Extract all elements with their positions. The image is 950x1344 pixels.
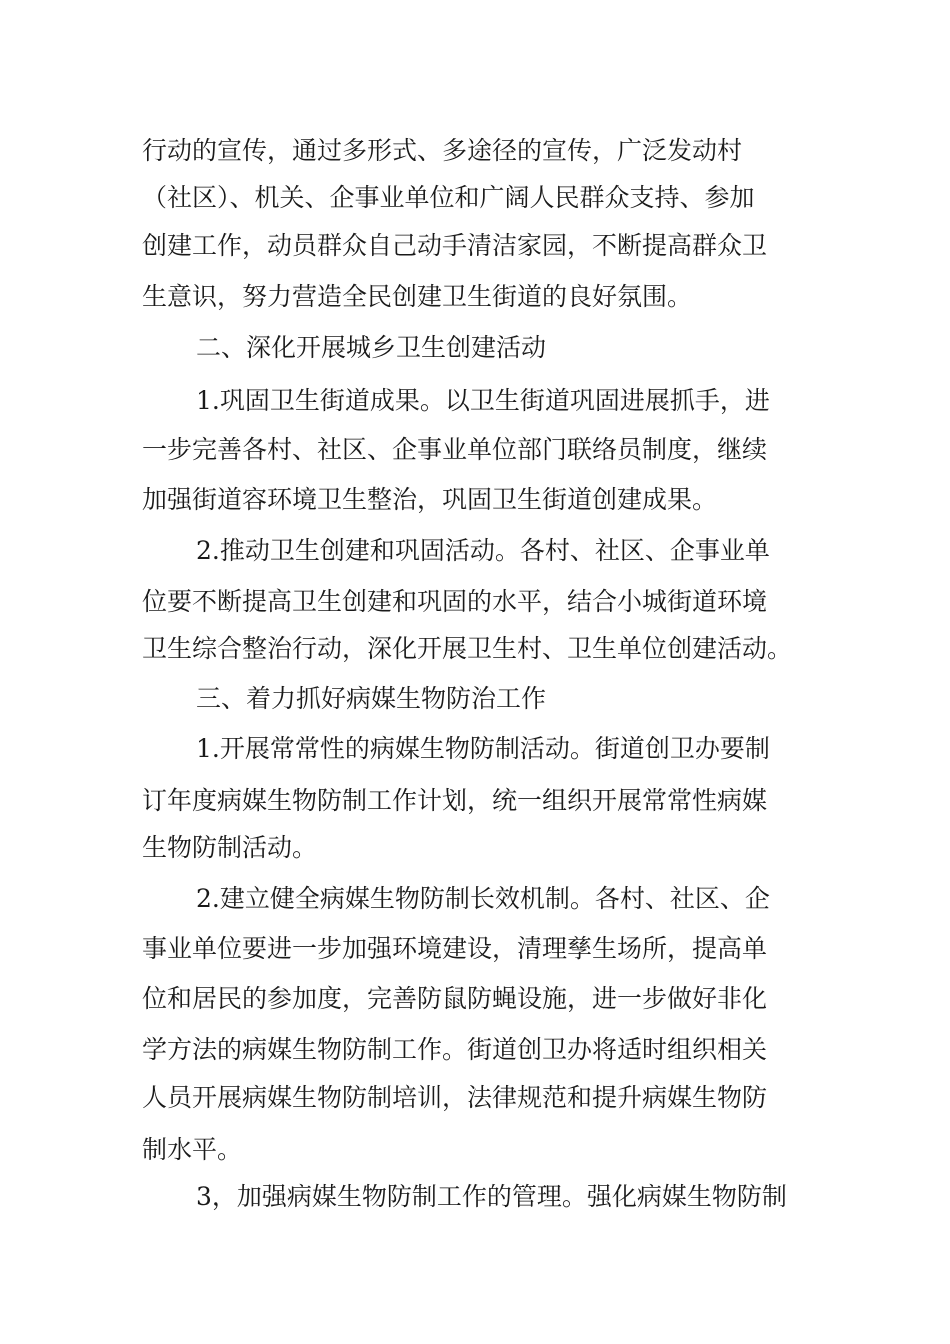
text-line: 人员开展病媒生物防制培训，法律规范和提升病媒生物防	[142, 1083, 768, 1112]
section-heading: 三、着力抓好病媒生物防治工作	[196, 684, 547, 713]
text-line: 订年度病媒生物防制工作计划，统一组织开展常常性病媒	[142, 786, 768, 815]
text-line: 行动的宣传，通过多形式、多途径的宣传，广泛发动村	[142, 136, 743, 165]
text-line: 制水平。	[142, 1135, 243, 1164]
text-line: （社区）、机关、企事业单位和广阔人民群众支持、参加	[142, 183, 755, 212]
text-line: 2.推动卫生创建和巩固活动。各村、社区、企事业单	[196, 536, 770, 565]
text-line: 2.建立健全病媒生物防制长效机制。各村、社区、企	[196, 884, 770, 913]
text-line: 位要不断提高卫生创建和巩固的水平，结合小城街道环境	[142, 587, 768, 616]
text-line: 1.开展常常性的病媒生物防制活动。街道创卫办要制	[196, 734, 770, 763]
text-line: 创建工作，动员群众自己动手清洁家园，不断提高群众卫	[142, 231, 768, 260]
section-heading: 二、深化开展城乡卫生创建活动	[196, 333, 547, 362]
text-line: 位和居民的参加度，完善防鼠防蝇设施，进一步做好非化	[142, 984, 768, 1013]
text-line: 事业单位要进一步加强环境建设，清理孳生场所，提高单	[142, 934, 768, 963]
text-line: 卫生综合整治行动，深化开展卫生村、卫生单位创建活动。	[142, 634, 793, 663]
text-line: 生意识，努力营造全民创建卫生街道的良好氛围。	[142, 282, 693, 311]
text-line: 1.巩固卫生街道成果。以卫生街道巩固进展抓手，进	[196, 386, 770, 415]
text-line: 加强街道容环境卫生整治，巩固卫生街道创建成果。	[142, 485, 718, 514]
text-line: 3，加强病媒生物防制工作的管理。强化病媒生物防制	[196, 1182, 787, 1211]
text-line: 一步完善各村、社区、企事业单位部门联络员制度，继续	[142, 435, 768, 464]
text-line: 学方法的病媒生物防制工作。街道创卫办将适时组织相关	[142, 1035, 768, 1064]
text-line: 生物防制活动。	[142, 833, 318, 862]
